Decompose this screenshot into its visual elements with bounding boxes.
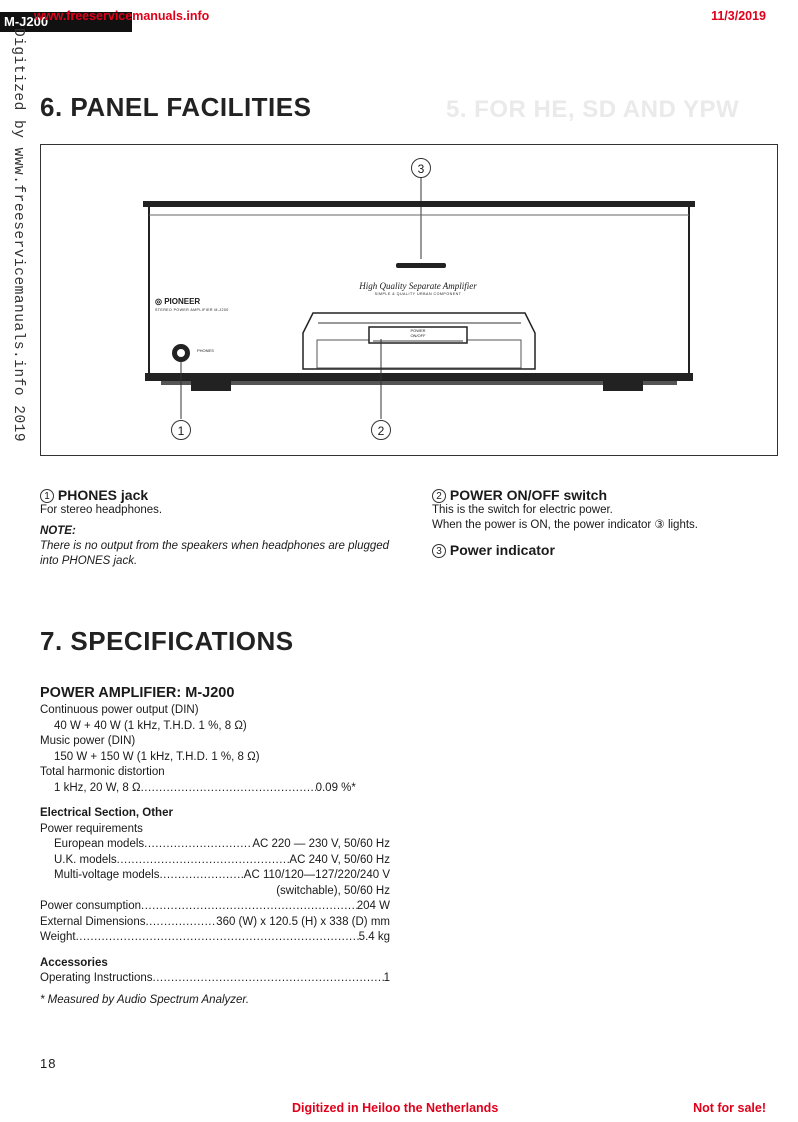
side-watermark: Digitized by www.freeservicemanuals.info 2019 (10, 28, 26, 443)
model-tag: M-J200 (0, 12, 132, 32)
panel-subcaption: SIMPLE & QUALITY URBAN COMPONENT (374, 292, 462, 296)
spec-electrical-title: Electrical Section, Other (40, 807, 173, 819)
spec-music-power-label: Music power (DIN) (40, 735, 136, 747)
spec-footnote: * Measured by Audio Spectrum Analyzer. (40, 993, 250, 1006)
source-url[interactable]: www.freeservicemanuals.info (34, 9, 210, 23)
panel-caption: High Quality Separate Amplifier (359, 281, 477, 291)
specs-subtitle: POWER AMPLIFIER: M-J200 (40, 685, 235, 701)
model-line: STEREO POWER AMPLIFIER M-J200 (155, 308, 229, 312)
digitized-notice: Digitized in Heiloo the Netherlands (292, 1101, 499, 1115)
not-for-sale-notice: Not for sale! (693, 1101, 766, 1115)
note-label: NOTE: (40, 525, 76, 537)
phones-jack-desc: For stereo headphones. (40, 504, 163, 516)
spec-multi-row: Multi-voltage models ..... AC 110/120—127/220/240 V (40, 868, 390, 884)
note-text: There is no output from the speakers when headphones are plugged into PHONES jack. (40, 540, 390, 567)
spec-accessories-title: Accessories (40, 956, 108, 969)
spec-cont-power-label: Continuous power output (DIN) (40, 704, 199, 716)
phones-label: PHONES (197, 348, 214, 353)
spec-power-req-label: Power requirements (40, 822, 143, 835)
phones-jack-title: 1 PHONES jack (40, 487, 400, 503)
spec-uk-row: U.K. models ..... AC 240 V, 50/60 Hz (40, 853, 390, 869)
callout-1: 1 (171, 420, 191, 440)
spec-eu-row: European models ..... AC 220 — 230 V, 50/60 Hz (40, 837, 390, 853)
spec-multi-value-2: (switchable), 50/60 Hz (276, 884, 390, 897)
spec-weight-row: Weight ..... 5.4 kg (40, 930, 390, 946)
panel-figure (40, 144, 778, 456)
power-switch-item (432, 487, 762, 558)
amplifier-front-panel-illustration (41, 145, 777, 455)
spec-thd-label: Total harmonic distortion (40, 766, 165, 778)
spec-accessories-row: Operating Instructions ..... 1 (40, 971, 390, 987)
power-indicator-title: 3 Power indicator (432, 542, 762, 558)
power-switch-label[interactable]: POWER ON/OFF (410, 328, 426, 338)
show-through-heading: 5. FOR HE, SD AND YPW (446, 96, 740, 123)
spec-cont-power-value: 40 W + 40 W (1 kHz, T.H.D. 1 %, 8 Ω) (54, 719, 247, 732)
power-switch-desc-2: When the power is ON, the power indicator ③ lights. (432, 519, 698, 531)
page-number: 18 (40, 1056, 57, 1071)
section-6-title: 6. PANEL FACILITIES (40, 92, 312, 122)
section-7-title: 7. SPECIFICATIONS (40, 626, 294, 656)
spec-thd-row: 1 kHz, 20 W, 8 Ω ..... 0.09 %* (40, 781, 390, 797)
power-switch-desc-1: This is the switch for electric power. (432, 504, 613, 516)
scan-date: 11/3/2019 (711, 9, 766, 23)
brand-logo: ◎ PIONEER (155, 297, 201, 306)
spec-list (40, 703, 390, 1008)
spec-dims-row: External Dimensions ..... 360 (W) x 120.5 (H) x 338 (D) mm (40, 915, 390, 931)
phones-jack-item (40, 487, 400, 569)
callout-3: 3 (411, 158, 431, 178)
spec-music-power-value: 150 W + 150 W (1 kHz, T.H.D. 1 %, 8 Ω) (54, 750, 260, 763)
spec-consumption-row: Power consumption ..... 204 W (40, 899, 390, 915)
power-switch-title: 2 POWER ON/OFF switch (432, 487, 762, 503)
callout-2: 2 (371, 420, 391, 440)
